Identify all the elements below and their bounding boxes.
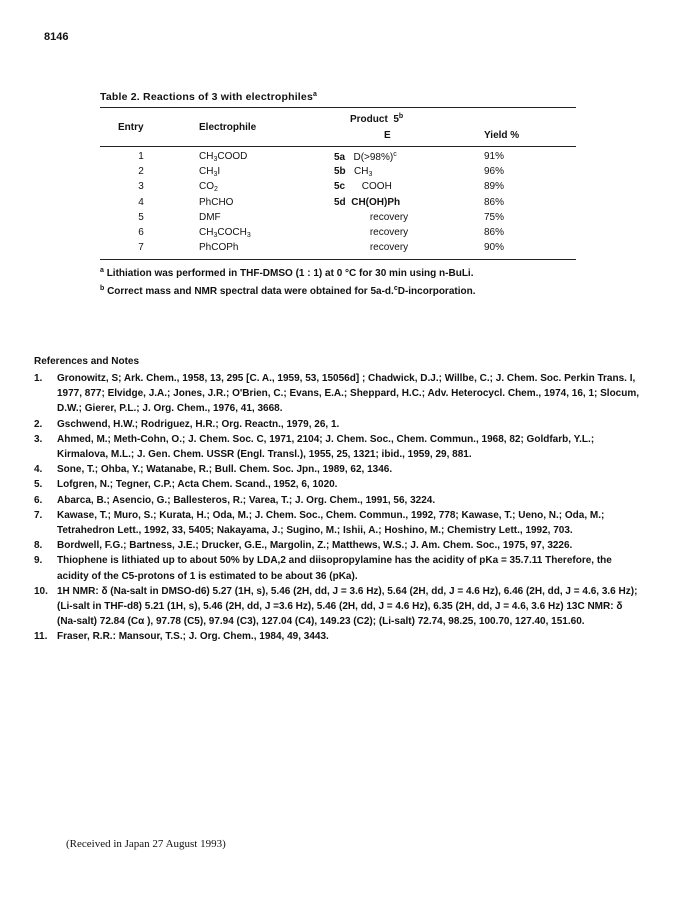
yield-cell: 86% [484, 196, 505, 208]
table-row [100, 151, 576, 166]
header-entry: Entry [118, 122, 144, 133]
table-2 [100, 91, 576, 299]
product-cell: 5a D(>98%)$^c$ [334, 151, 397, 163]
reference-item: 1. Gronowitz, S; Ark. Chem., 1958, 13, 295 [C. A., 1959, 53, 15056d] ; Chadwick, D.J.; Willbe, C.; J. Chem. Soc. Perkin Trans. I, 1977, 877; Elvidge, J.A.; Jones, J.R.; O'Brien, C.; Evans, E.A.; Sheppard, H.C.; Adv. Heterocycl. Chem., 1974, 16, 1; Slocum, D.W.; Gierer, P.L.; J. Org. Chem., 1976, 41, 3668. [34, 373, 640, 415]
table-row [100, 197, 576, 212]
entry-cell: 2 [138, 166, 144, 178]
references-section [34, 356, 644, 645]
table-row [100, 212, 576, 227]
product-cell: recovery [369, 226, 409, 238]
header-e: E [384, 130, 391, 141]
table-caption: Table 2. Reactions of 3 with electrophiles$^a$ [100, 91, 318, 103]
yield-cell: 90% [484, 242, 505, 254]
product-cell: recovery [369, 211, 409, 223]
reference-item: 7. Kawase, T.; Muro, S.; Kurata, H.; Oda, M.; J. Chem. Soc., Chem. Commun., 1992, 778; Kawase, T.; Ueno, N.; Oda, M.; Tetrahedron Lett., 1992, 33, 5405; Nakayama, J.; Sugino, M.; Ishii, A.; Hoshino, M.; Chemistry Lett., 1992, 703. [34, 509, 605, 537]
entry-cell: 6 [138, 226, 144, 238]
entry-cell: 4 [138, 196, 144, 208]
yield-cell: 91% [484, 151, 505, 162]
yield-cell: 89% [484, 181, 505, 193]
reference-item: 8. Bordwell, F.G.; Bartness, J.E.; Drucker, G.E., Margolin, Z.; Matthews, W.S.; J. Am. Chem. Soc., 1975, 97, 3226. [34, 540, 573, 552]
references-heading: References and Notes [34, 356, 140, 367]
electrophile-cell: PhCOPh [199, 242, 239, 254]
table-row [100, 242, 576, 257]
electrophile-cell: $CH_3COOD$ [199, 151, 248, 163]
electrophile-cell: DMF [199, 211, 221, 223]
table-row [100, 166, 576, 181]
page-number: 8146 [44, 31, 69, 43]
footnote-a: $^a$ Lithiation was performed in THF-DMSO (1 : 1) at 0 °C for 30 min using n-BuLi. [100, 267, 474, 280]
yield-cell: 96% [484, 166, 505, 178]
product-cell: 5d CH(OH)Ph [334, 196, 401, 208]
reference-item: 2. Gschwend, H.W.; Rodriguez, H.R.; Org. Reactn., 1979, 26, 1. [34, 418, 340, 430]
reference-item: 6. Abarca, B.; Asencio, G.; Ballesteros, R.; Varea, T.; J. Org. Chem., 1991, 56, 3224. [34, 494, 436, 506]
entry-cell: 7 [138, 242, 144, 254]
reference-item: 10. 1H NMR: δ (Na-salt in DMSO-d6) 5.27 (1H, s), 5.46 (2H, dd, J = 3.6 Hz), 5.64 (2H, dd, J = 4.6 Hz), 6.46 (2H, dd, J = 4.6, 3.6 Hz); (Li-salt in THF-d8) 5.21 (1H, s), 5.46 (2H, dd, J =3.6 Hz), 5.46 (2H, dd, J = 4.6 Hz), 6.35 (2H, dd, J = 4.6, 3.6 Hz) 13C NMR: δ (Na-salt) 72.84 (Cα ), 97.78 (C5), 97.94 (C3), 127.04 (C4), 149.23 (C2); (Li-salt) 72.74, 98.25, 100.70, 127.40, 151.60. [34, 585, 638, 628]
yield-cell: 75% [484, 211, 505, 223]
electrophile-cell: $CO_2$ [199, 181, 218, 194]
product-cell: recovery [369, 242, 409, 254]
electrophile-cell: PhCHO [199, 196, 234, 208]
product-cell: 5b $CH_3$ [334, 166, 373, 179]
table-row [100, 227, 576, 242]
yield-cell: 86% [484, 226, 505, 238]
table-footnotes [100, 263, 576, 299]
reference-item: 5. Lofgren, N.; Tegner, C.P.; Acta Chem. Scand., 1952, 6, 1020. [34, 479, 338, 491]
footnote-b: $^b$ Correct mass and NMR spectral data were obtained for 5a-d.$^c$D-incorporation. [100, 285, 476, 298]
entry-cell: 5 [138, 211, 144, 223]
product-cell: 5c COOH [334, 181, 392, 193]
reference-item: 3. Ahmed, M.; Meth-Cohn, O.; J. Chem. Soc. C, 1971, 2104; J. Chem. Soc., Chem. Commun., 1968, 82; Goldfarb, Y.L.; Kirmalova, M.L.; J. Gen. Chem. USSR (Engl. Transl.), 1955, 25, 1321; ibid., 1959, 29, 881. [34, 433, 595, 461]
electrophile-cell: $CH_3COCH_3$ [199, 226, 251, 239]
table-row [100, 181, 576, 196]
table-bottom-rule [100, 259, 576, 260]
header-electrophile: Electrophile [199, 122, 257, 133]
reference-item: 4. Sone, T.; Ohba, Y.; Watanabe, R.; Bull. Chem. Soc. Jpn., 1989, 62, 1346. [34, 464, 393, 476]
reference-item: 9. Thiophene is lithiated up to about 50% by LDA,2 and diisopropylamine has the acidity of pKa = 35.7.11 Therefore, the acidity of the C5-protons of 1 is estimated to be about 36 (pKa). [34, 555, 612, 582]
entry-cell: 3 [138, 181, 144, 193]
table-header [100, 108, 576, 146]
electrophile-cell: $CH_3I$ [199, 166, 221, 179]
received-date: (Received in Japan 27 August 1993) [66, 838, 226, 850]
header-yield: Yield % [484, 130, 520, 141]
table-body [100, 147, 576, 259]
entry-cell: 1 [138, 151, 144, 162]
header-product: Product 5$^b$ [350, 113, 404, 125]
reference-item: 11. Fraser, R.R.: Mansour, T.S.; J. Org. Chem., 1984, 49, 3443. [34, 631, 329, 643]
